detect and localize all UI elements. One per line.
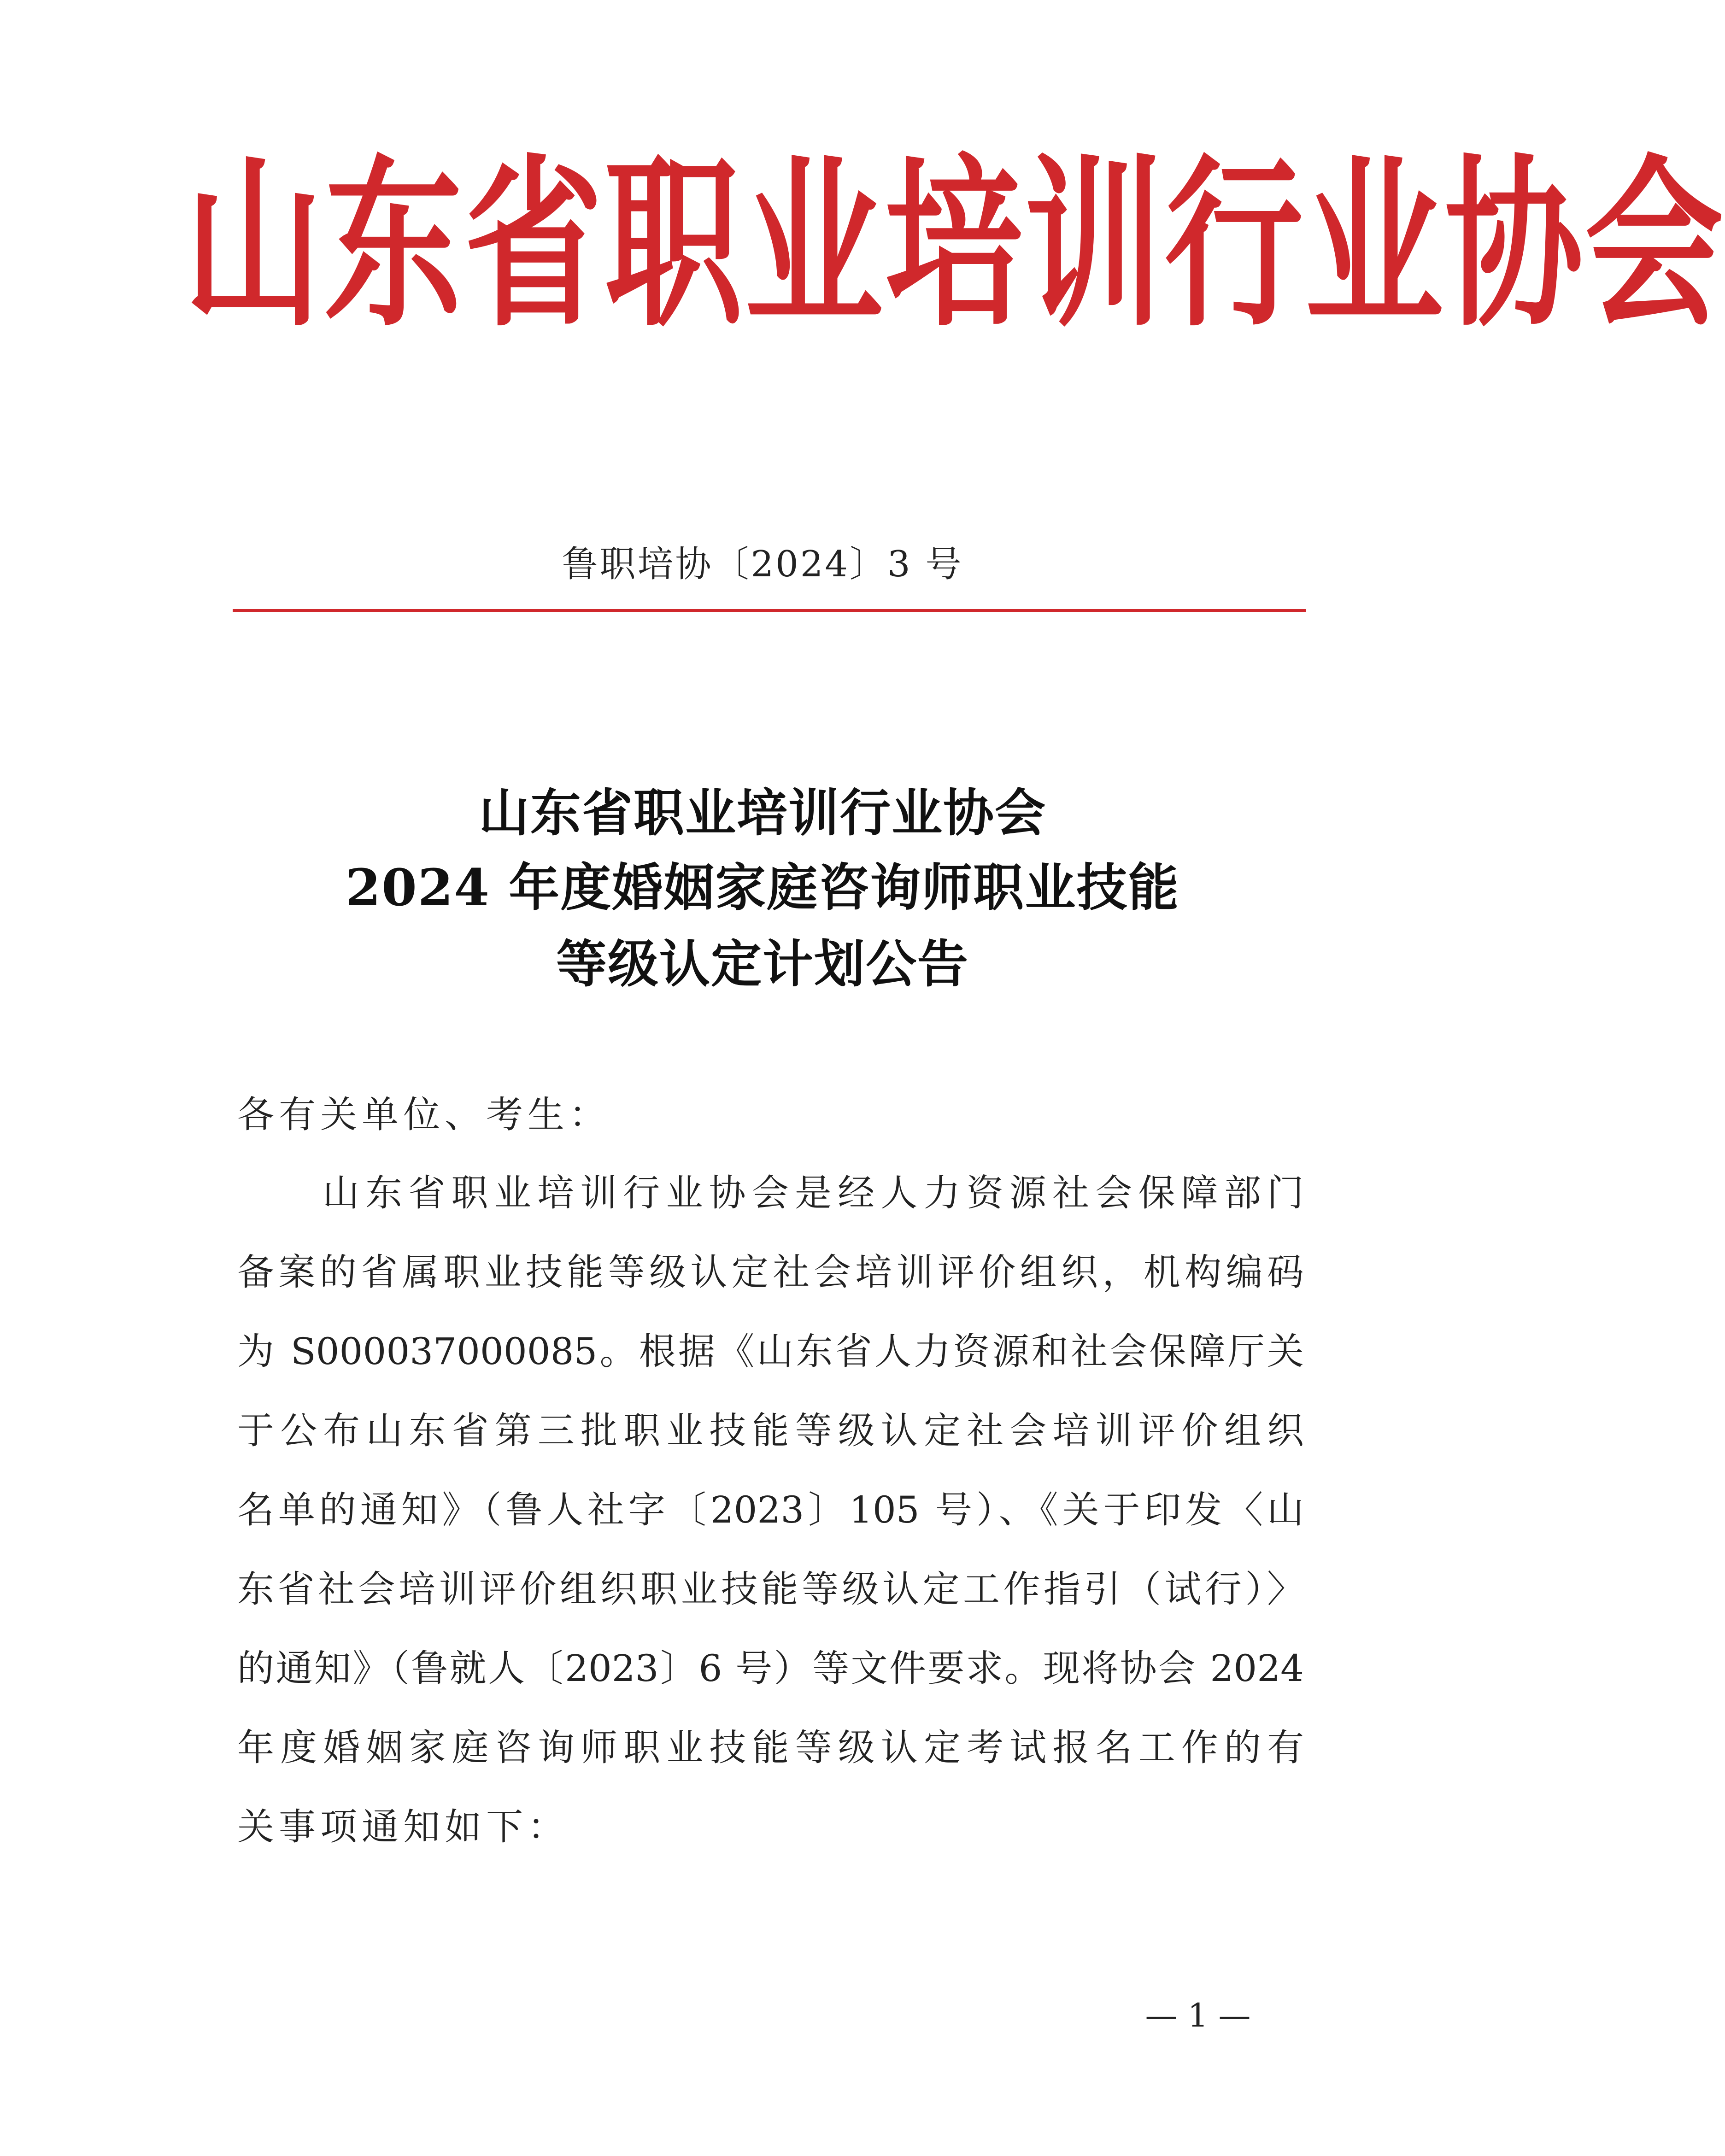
body-line-7: 的通知》（鲁就人〔2023〕6 号）等文件要求。现将协会 2024 xyxy=(237,1647,1304,1690)
document-number: 鲁职培协〔2024〕3 号 xyxy=(562,544,963,585)
body-line-2: 备案的省属职业技能等级认定社会培训评价组织，机构编码 xyxy=(237,1251,1304,1294)
body-line-6: 东省社会培训评价组织职业技能等级认定工作指引（试行）〉 xyxy=(237,1568,1304,1611)
body-line-4: 于公布山东省第三批职业技能等级认定社会培训评价组织 xyxy=(237,1409,1304,1452)
body-line-8: 年度婚姻家庭咨询师职业技能等级认定考试报名工作的有 xyxy=(237,1726,1304,1769)
title-line-3: 等级认定计划公告 xyxy=(556,934,969,994)
page-number: — 1 — xyxy=(1145,1997,1251,2034)
title-line-1: 山东省职业培训行业协会 xyxy=(479,783,1046,843)
letterhead-org-name: 山东省职业培训行业协会 xyxy=(184,136,1725,352)
title-line-2: 2024 年度婚姻家庭咨询师职业技能 xyxy=(345,858,1180,917)
body-line-1: 山东省职业培训行业协会是经人力资源社会保障部门 xyxy=(323,1172,1304,1214)
red-divider-line xyxy=(233,609,1306,612)
body-line-5: 名单的通知》（鲁人社字〔2023〕105 号）、《关于印发〈山 xyxy=(237,1488,1304,1531)
salutation: 各有关单位、考生： xyxy=(237,1093,610,1136)
body-line-9: 关事项通知如下： xyxy=(237,1805,569,1848)
body-line-3: 为 S000037000085。根据《山东省人力资源和社会保障厅关 xyxy=(237,1330,1304,1373)
